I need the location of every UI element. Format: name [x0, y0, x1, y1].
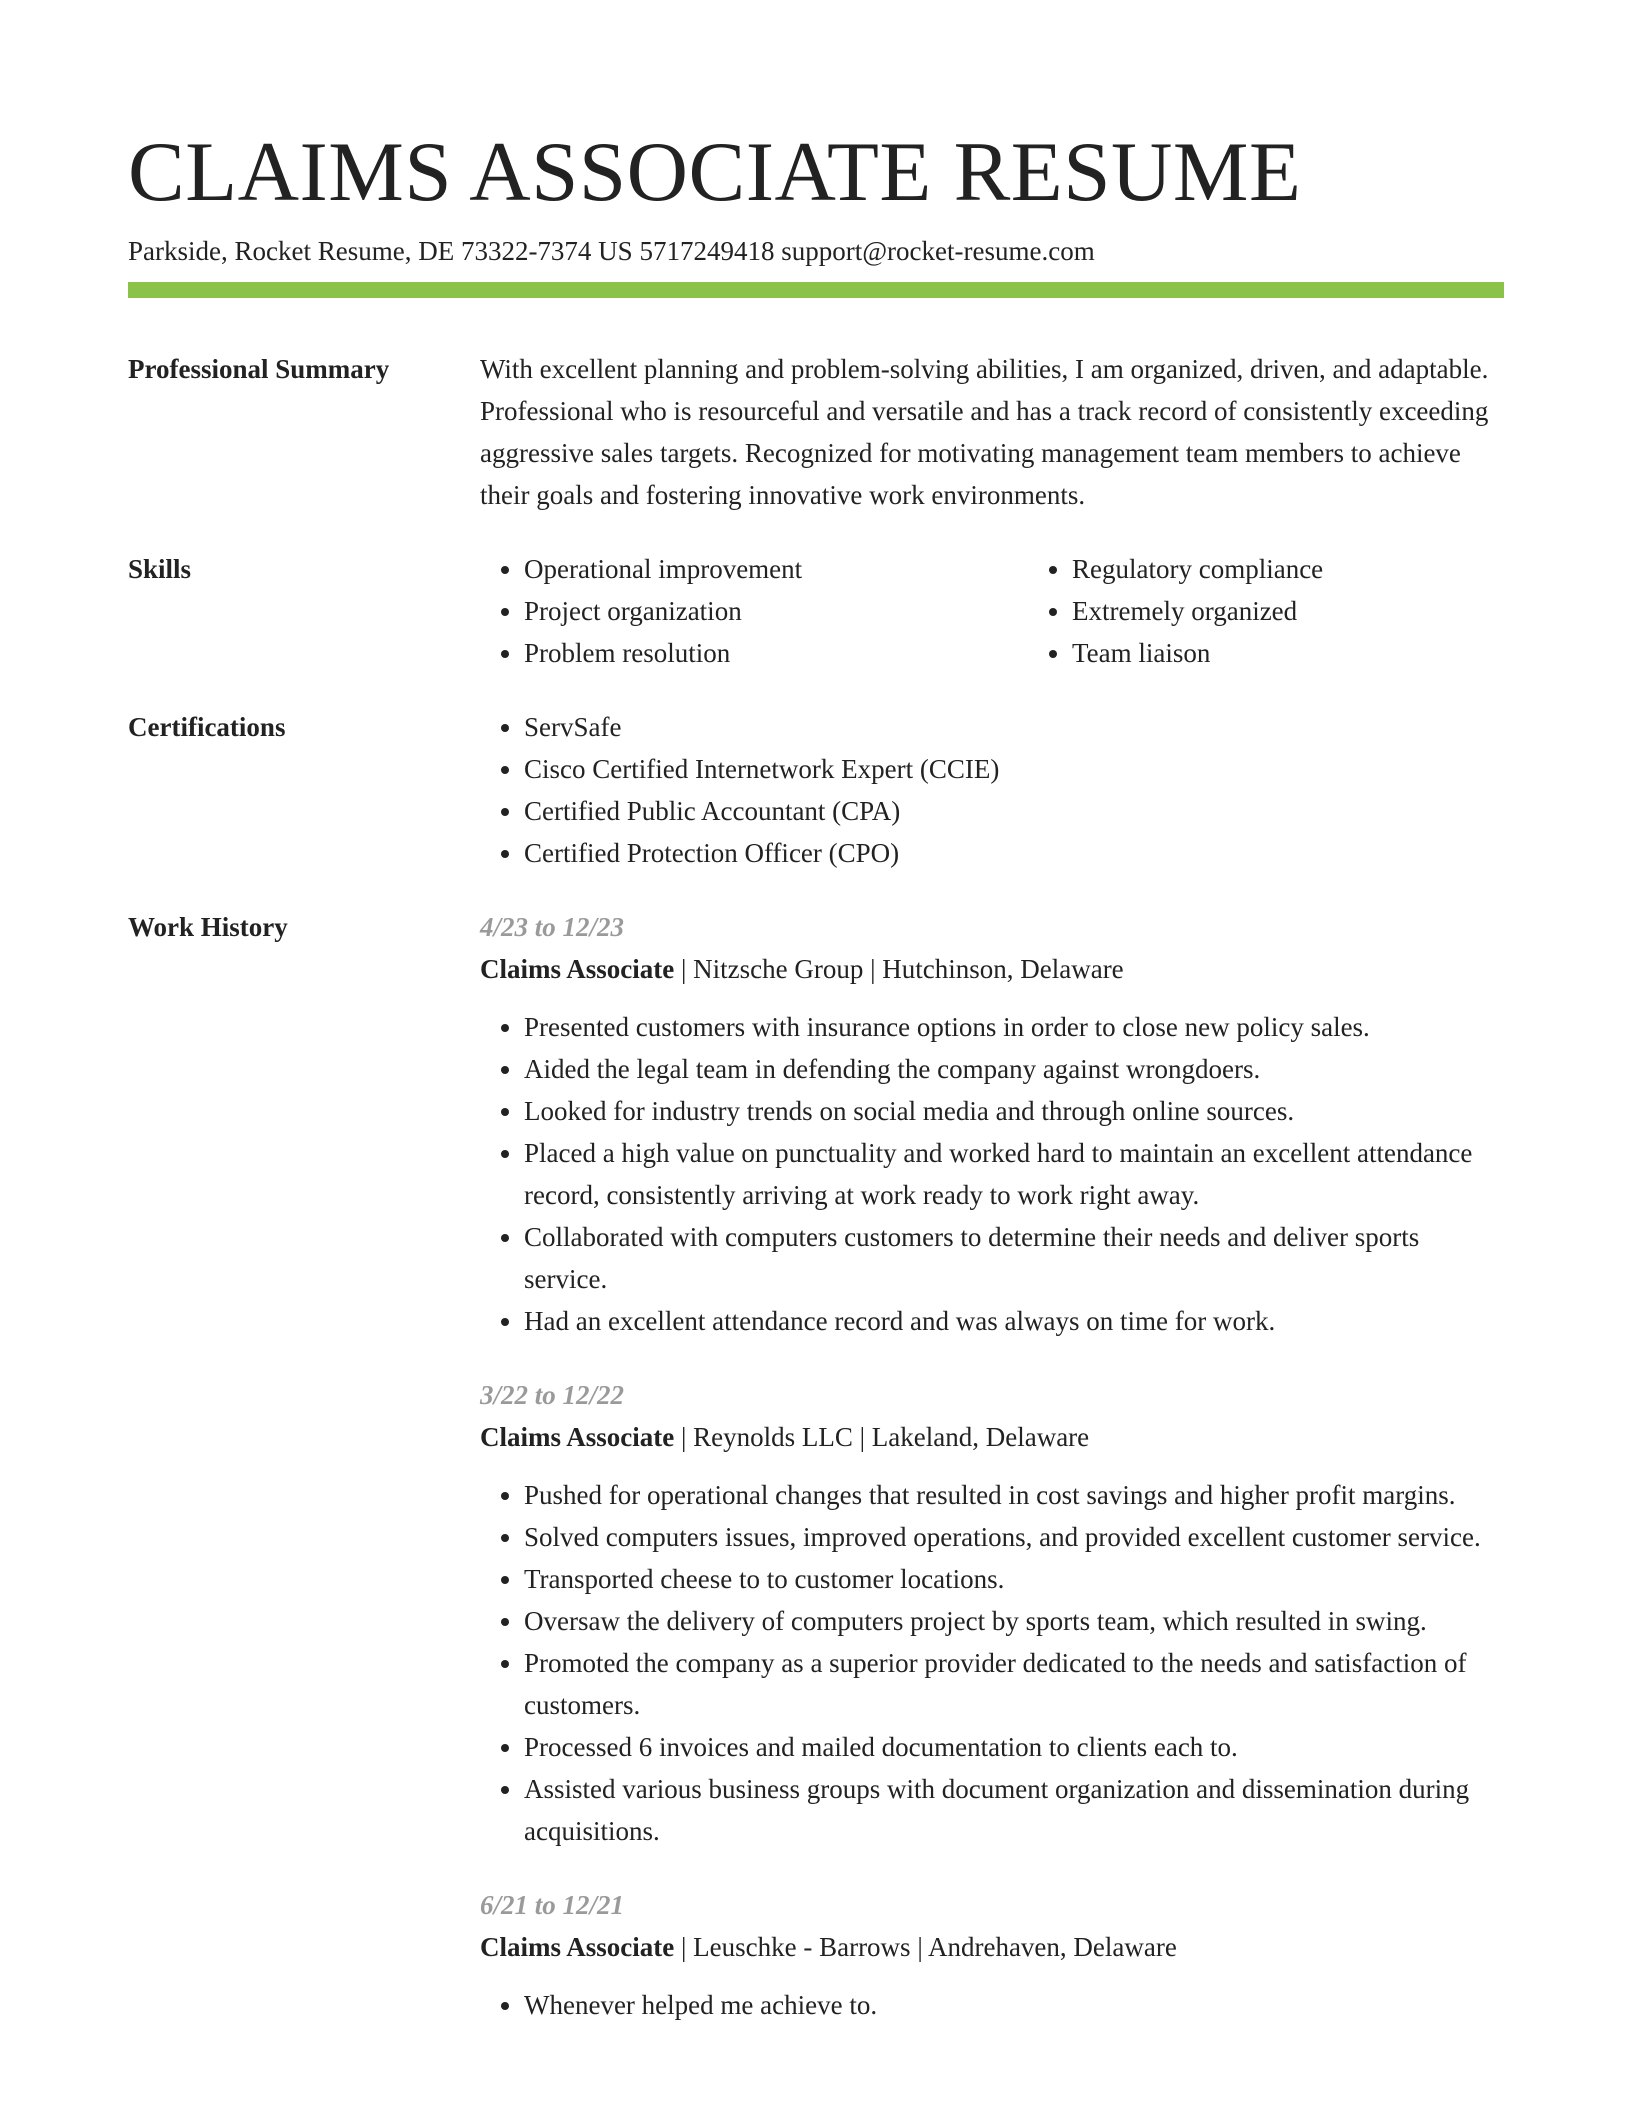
skill-item: • Operational improvement — [524, 548, 1028, 590]
job-bullets — [480, 1474, 1504, 1852]
job-dates: 3/22 to 12/22 — [480, 1380, 625, 1410]
job-heading — [480, 1926, 1504, 1968]
certifications-body — [480, 706, 1504, 874]
job-dates: 6/21 to 12/21 — [480, 1890, 625, 1920]
job-title: Claims Associate — [480, 1932, 675, 1962]
job-dates: 4/23 to 12/23 — [480, 912, 625, 942]
job-heading — [480, 1416, 1504, 1458]
job-employer-location: | Reynolds LLC | Lakeland, Delaware — [674, 1422, 1090, 1452]
section-label: Skills — [128, 554, 192, 584]
skills-column-2 — [1028, 548, 1576, 674]
summary-text: With excellent planning and problem-solving abilities, I am organized, driven, and adaptable. Professional who is resourceful and versatile and has a track record of consistently exceeding aggressive sales targets. Recognized for motivating management team members to achieve their goals and fostering innovative work environments. — [480, 354, 1489, 510]
section-label: Professional Summary — [128, 354, 390, 384]
section-label: Certifications — [128, 712, 286, 742]
job-bullet: • Aided the legal team in defending the company against wrongdoers. — [524, 1048, 1504, 1090]
job-bullet: • Placed a high value on punctuality and worked hard to maintain an excellent attendance record, consistently arriving at work ready to work right away. — [524, 1132, 1504, 1216]
certifications-list — [480, 706, 1504, 874]
skill-item: • Regulatory compliance — [1072, 548, 1576, 590]
certification-item: • Cisco Certified Internetwork Expert (CCIE) — [524, 748, 1504, 790]
job-bullet: • Oversaw the delivery of computers project by sports team, which resulted in swing. — [524, 1600, 1504, 1642]
job-bullet: • Pushed for operational changes that resulted in cost savings and higher profit margins. — [524, 1474, 1504, 1516]
job-bullet: • Whenever helped me achieve to. — [524, 1984, 1504, 2026]
job-employer-location: | Nitzsche Group | Hutchinson, Delaware — [674, 954, 1124, 984]
section-work-history — [128, 906, 1504, 2058]
certification-item: • Certified Public Accountant (CPA) — [524, 790, 1504, 832]
skill-item: • Extremely organized — [1072, 590, 1576, 632]
job-bullet: • Assisted various business groups with document organization and dissemination during acquisitions. — [524, 1768, 1504, 1852]
job-bullets — [480, 1006, 1504, 1342]
job-bullet: • Promoted the company as a superior provider dedicated to the needs and satisfaction of customers. — [524, 1642, 1504, 1726]
job-entry — [480, 1374, 1504, 1852]
skills-column-1 — [480, 548, 1028, 674]
certification-item: • Certified Protection Officer (CPO) — [524, 832, 1504, 874]
job-heading — [480, 948, 1504, 990]
job-bullet: • Solved computers issues, improved operations, and provided excellent customer service. — [524, 1516, 1504, 1558]
section-professional-summary — [128, 348, 1504, 516]
skill-item: • Team liaison — [1072, 632, 1576, 674]
work-history-body — [480, 906, 1504, 2058]
job-employer-location: | Leuschke - Barrows | Andrehaven, Delaware — [674, 1932, 1177, 1962]
job-entry — [480, 1884, 1504, 2026]
skills-grid — [480, 548, 1576, 674]
job-bullet: • Looked for industry trends on social media and through online sources. — [524, 1090, 1504, 1132]
skill-item: • Problem resolution — [524, 632, 1028, 674]
job-bullet: • Had an excellent attendance record and was always on time for work. — [524, 1300, 1504, 1342]
job-bullet: • Transported cheese to to customer locations. — [524, 1558, 1504, 1600]
job-title: Claims Associate — [480, 954, 675, 984]
resume-title: CLAIMS ASSOCIATE RESUME — [128, 125, 1302, 219]
job-bullet: • Processed 6 invoices and mailed documentation to clients each to. — [524, 1726, 1504, 1768]
section-label: Work History — [128, 912, 288, 942]
section-skills — [128, 548, 1504, 674]
header-divider — [128, 282, 1504, 298]
job-entry — [480, 906, 1504, 1342]
job-title: Claims Associate — [480, 1422, 675, 1452]
section-certifications — [128, 706, 1504, 874]
skill-item: • Project organization — [524, 590, 1028, 632]
job-bullet: • Collaborated with computers customers to determine their needs and deliver sports service. — [524, 1216, 1504, 1300]
certification-item: • ServSafe — [524, 706, 1504, 748]
job-bullet: • Presented customers with insurance options in order to close new policy sales. — [524, 1006, 1504, 1048]
job-bullets — [480, 1984, 1504, 2026]
contact-line: Parkside, Rocket Resume, DE 73322-7374 US 5717249418 support@rocket-resume.com — [128, 236, 1095, 266]
